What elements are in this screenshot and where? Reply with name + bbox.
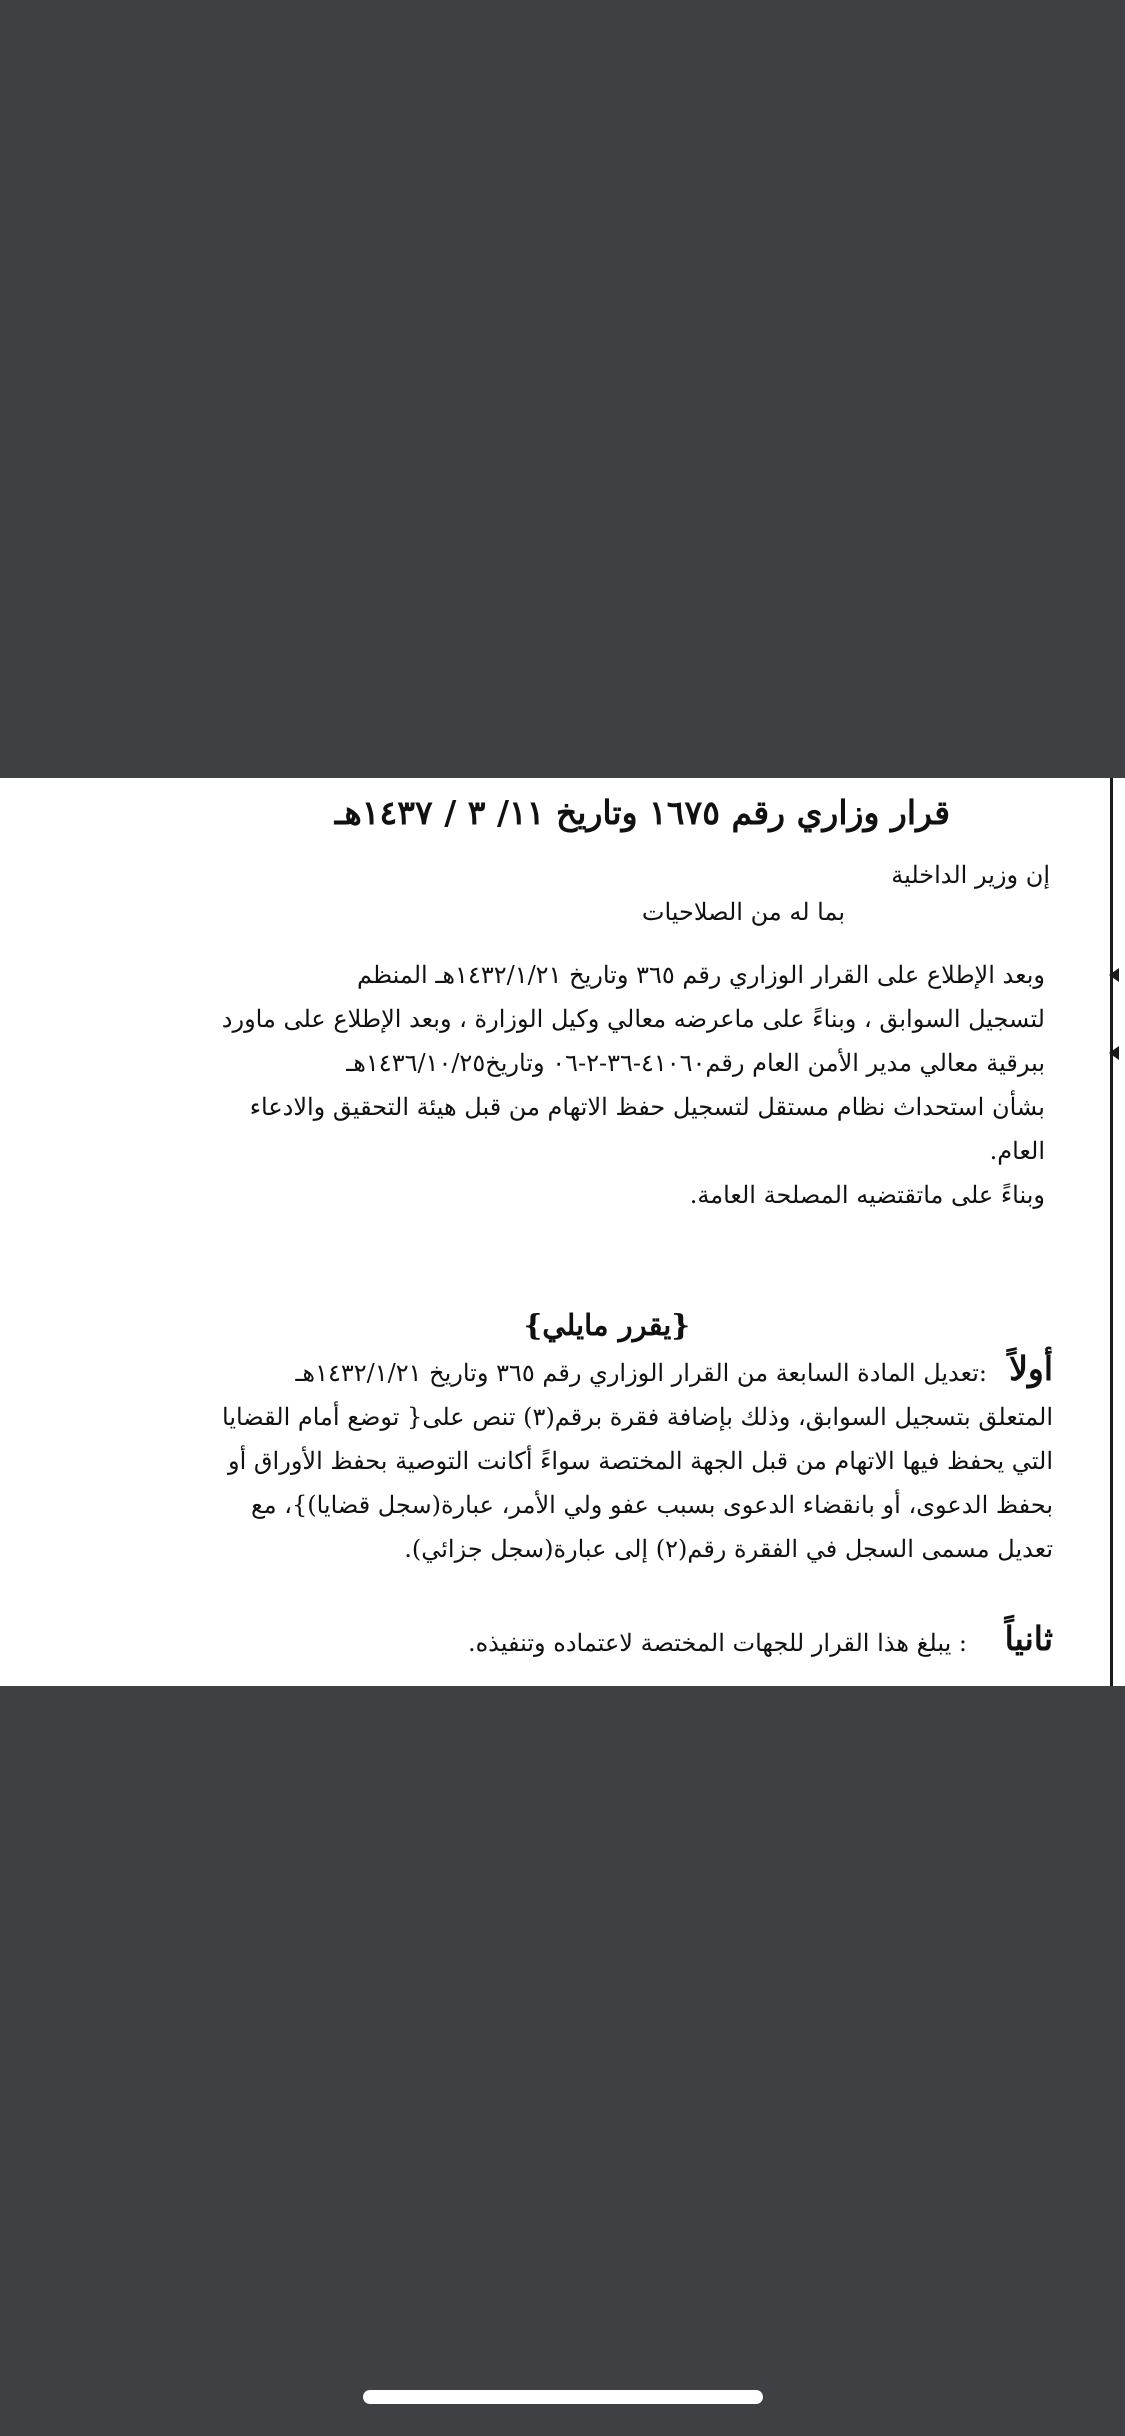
text-line: بحفظ الدعوى، أو بانقضاء الدعوى بسبب عفو ولي الأمر، عبارة(سجل قضايا)}، مع bbox=[250, 1491, 1053, 1519]
home-indicator[interactable] bbox=[363, 2390, 763, 2404]
text-line: تعديل مسمى السجل في الفقرة رقم(٢) إلى عبارة(سجل جزائي). bbox=[404, 1535, 1053, 1563]
text-line: العام. bbox=[989, 1137, 1045, 1165]
text-line: بشأن استحداث نظام مستقل لتسجيل حفظ الاتهام من قبل هيئة التحقيق والادعاء bbox=[249, 1093, 1045, 1121]
document-page bbox=[0, 778, 1125, 1686]
text-line: المتعلق بتسجيل السوابق، وذلك بإضافة فقرة برقم(٣) تنص على{ توضع أمام القضايا bbox=[222, 1403, 1053, 1431]
text-line: : يبلغ هذا القرار للجهات المختصة لاعتماده وتنفيذه. bbox=[467, 1629, 967, 1657]
text-line: وبعد الإطلاع على القرار الوزاري رقم ٣٦٥ وتاريخ ١٤٣٢/١/٢١هـ المنظم bbox=[356, 961, 1045, 989]
text-line: التي يحفظ فيها الاتهام من قبل الجهة المختصة سواءً أكانت التوصية بحفظ الأوراق أو bbox=[228, 1447, 1053, 1475]
first-label: أولاً bbox=[1009, 1349, 1053, 1388]
second-label: ثانياً bbox=[1004, 1619, 1053, 1658]
decree-title: قرار وزاري رقم ١٦٧٥ وتاريخ ١١/ ٣ / ١٤٣٧هـ bbox=[334, 793, 950, 832]
text-line: بما له من الصلاحيات bbox=[641, 898, 845, 926]
text-line: :تعديل المادة السابعة من القرار الوزاري رقم ٣٦٥ وتاريخ ١٤٣٢/١/٢١هـ bbox=[295, 1359, 987, 1387]
margin-marker bbox=[1109, 968, 1119, 982]
text-line: وبناءً على ماتقتضيه المصلحة العامة. bbox=[689, 1181, 1045, 1209]
page-border bbox=[1110, 778, 1113, 1686]
margin-marker bbox=[1109, 1046, 1119, 1060]
text-line: ببرقية معالي مدير الأمن العام رقم٤١٠٦٠-٣٦-٢-٠٦ وتاريخ١٤٣٦/١٠/٢٥هـ bbox=[346, 1049, 1045, 1077]
decision-heading: {يقرر مايلي} bbox=[523, 1308, 690, 1342]
text-line: إن وزير الداخلية bbox=[891, 861, 1050, 889]
text-line: لتسجيل السوابق ، وبناءً على ماعرضه معالي وكيل الوزارة ، وبعد الإطلاع على ماورد bbox=[221, 1005, 1045, 1033]
